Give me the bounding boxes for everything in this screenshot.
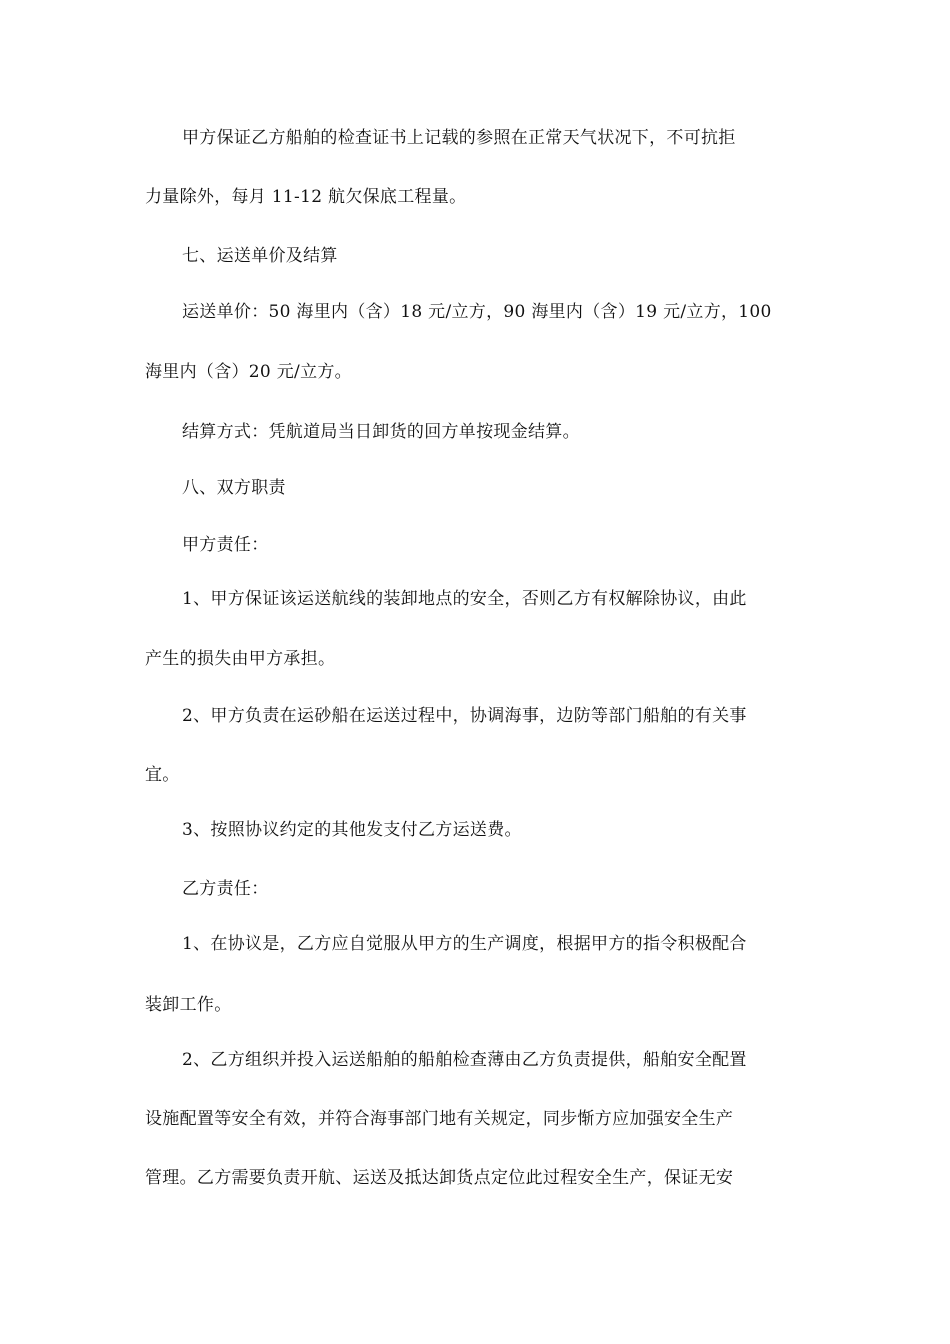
subheading: 甲方责任： <box>182 535 269 555</box>
section-heading: 八、双方职责 <box>182 478 286 498</box>
paragraph-line: 1、甲方保证该运送航线的装卸地点的安全，否则乙方有权解除协议，由此 <box>182 589 747 609</box>
paragraph-line: 1、在协议是，乙方应自觉服从甲方的生产调度，根据甲方的指令积极配合 <box>182 934 747 954</box>
paragraph-line: 设施配置等安全有效，并符合海事部门地有关规定，同步惭方应加强安全生产 <box>145 1109 734 1129</box>
paragraph-line: 2、乙方组织并投入运送船舶的船舶检查薄由乙方负责提供，船舶安全配置 <box>182 1050 747 1070</box>
paragraph-line: 海里内（含）20 元/立方。 <box>145 362 352 382</box>
paragraph-line: 装卸工作。 <box>145 995 232 1015</box>
subheading: 乙方责任： <box>182 879 269 899</box>
paragraph-line: 运送单价：50 海里内（含）18 元/立方，90 海里内（含）19 元/立方，100 <box>182 302 772 322</box>
paragraph-line: 结算方式：凭航道局当日卸货的回方单按现金结算。 <box>182 422 580 442</box>
section-heading: 七、运送单价及结算 <box>182 246 338 266</box>
paragraph-line: 2、甲方负责在运砂船在运送过程中，协调海事，边防等部门船舶的有关事 <box>182 706 747 726</box>
paragraph-line: 甲方保证乙方船舶的检查证书上记载的参照在正常天气状况下，不可抗拒 <box>182 128 736 148</box>
paragraph-line: 管理。乙方需要负责开航、运送及抵达卸货点定位此过程安全生产，保证无安 <box>145 1168 734 1188</box>
paragraph-line: 产生的损失由甲方承担。 <box>145 649 336 669</box>
paragraph-line: 力量除外，每月 11-12 航欠保底工程量。 <box>145 187 467 207</box>
paragraph-line: 宜。 <box>145 765 180 785</box>
paragraph-line: 3、按照协议约定的其他发支付乙方运送费。 <box>182 820 522 840</box>
